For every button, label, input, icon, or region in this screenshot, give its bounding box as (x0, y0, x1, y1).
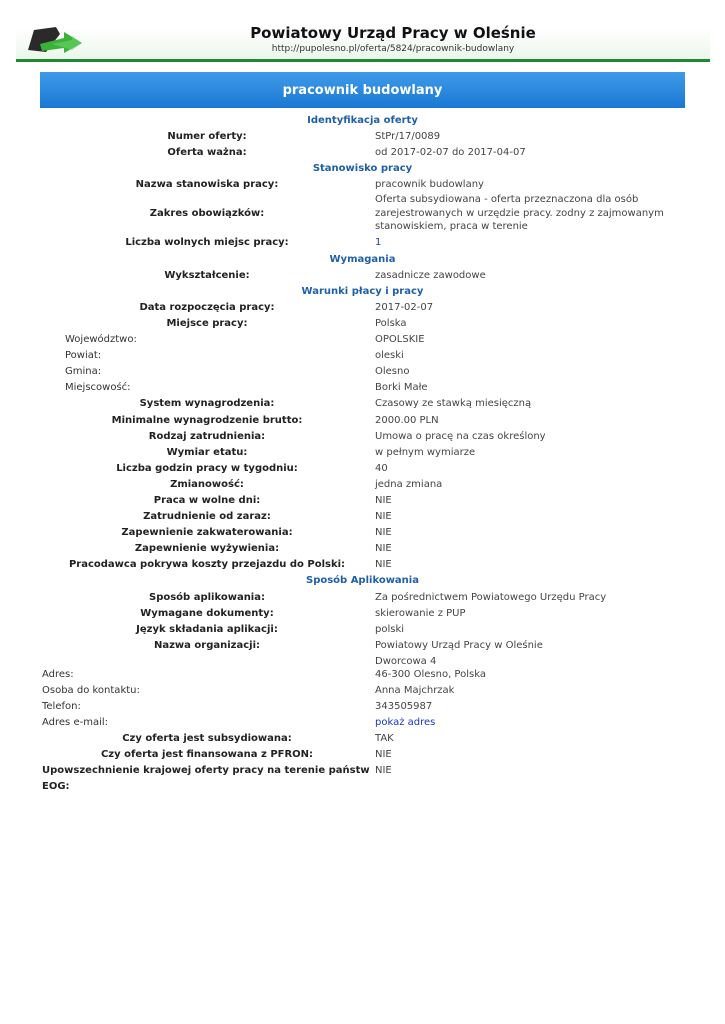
field-label: Wymagane dokumenty: (140, 607, 274, 619)
field-label: Język składania aplikacji: (136, 623, 278, 635)
field-label: Adres: (42, 668, 74, 680)
field-label: Czy oferta jest finansowana z PFRON: (100, 749, 314, 761)
field-label: Numer oferty: (167, 131, 247, 143)
field-value: 2017-02-07 (375, 301, 434, 313)
row-organizacja (0, 638, 725, 654)
section-aplikowanie: Sposób Aplikowania (306, 575, 419, 587)
field-value: NIE (375, 494, 392, 506)
site-title: Powiatowy Urząd Pracy w Oleśnie (250, 24, 536, 42)
field-label: Wymiar etatu: (166, 446, 248, 458)
field-value: Anna Majchrzak (375, 684, 455, 696)
field-value: oleski (375, 350, 404, 362)
address-line-2: 46-300 Olesno, Polska (375, 669, 486, 681)
field-value: NIE (375, 511, 392, 523)
row-dojazd (0, 557, 725, 573)
row-dokumenty (0, 606, 725, 622)
row-nazwa (0, 177, 725, 193)
field-label: Zapewnienie zakwaterowania: (121, 527, 293, 539)
field-value: Powiatowy Urząd Pracy w Oleśnie (375, 639, 543, 651)
row-wojewodztwo (0, 332, 725, 348)
field-label: Sposób aplikowania: (149, 591, 265, 603)
field-label: Wykształcenie: (164, 269, 250, 281)
address-line-1: Dworcowa 4 (375, 655, 437, 667)
field-value: zasadnicze zawodowe (375, 269, 486, 281)
field-value: skierowanie z PUP (375, 607, 466, 619)
row-rodzaj (0, 429, 725, 445)
field-label: System wynagrodzenia: (139, 398, 275, 410)
field-value: NIE (375, 543, 392, 555)
row-zakwaterowanie (0, 525, 725, 541)
field-value: jedna zmiana (375, 478, 443, 490)
row-wyksztalcenie (0, 268, 725, 284)
field-value: NIE (375, 559, 392, 571)
field-value: NIE (375, 749, 392, 761)
row-data (0, 300, 725, 316)
row-system (0, 396, 725, 412)
field-label: Zapewnienie wyżywienia: (134, 543, 280, 555)
offer-details (0, 113, 725, 793)
row-numer (0, 129, 725, 145)
field-label: Data rozpoczęcia pracy: (139, 301, 275, 313)
field-value: OPOLSKIE (375, 334, 425, 346)
section-wymagania: Wymagania (329, 253, 396, 265)
field-label: Zmianowość: (170, 478, 244, 490)
field-value: 2000.00 PLN (375, 414, 439, 426)
field-value: w pełnym wymiarze (375, 446, 476, 458)
row-miejscowosc (0, 380, 725, 396)
row-od-zaraz (0, 509, 725, 525)
row-min-wynagrodzenie (0, 413, 725, 429)
row-wymiar (0, 445, 725, 461)
field-value: 343505987 (375, 701, 433, 712)
row-sposob (0, 590, 725, 606)
row-adres (0, 654, 725, 683)
field-label: Nazwa stanowiska pracy: (135, 179, 279, 191)
field-label: Telefon: (42, 701, 81, 712)
header-divider (16, 59, 710, 62)
field-label: Oferta ważna: (167, 147, 247, 159)
row-zmianowosc (0, 477, 725, 493)
field-value: pracownik budowlany (375, 179, 484, 191)
field-label: Miejscowość: (65, 382, 131, 394)
row-wolne-dni (0, 493, 725, 509)
field-value: Umowa o pracę na czas określony (375, 430, 546, 442)
field-value: Za pośrednictwem Powiatowego Urzędu Pracy (375, 591, 607, 603)
field-label: Nazwa organizacji: (153, 639, 260, 651)
field-value: Czasowy ze stawką miesięczną (375, 398, 532, 410)
field-label: Rodzaj zatrudnienia: (148, 430, 266, 442)
field-value: 40 (375, 462, 388, 474)
field-value: od 2017-02-07 do 2017-04-07 (375, 147, 526, 159)
field-value: StPr/17/0089 (375, 131, 441, 143)
row-subsydiowana (0, 731, 725, 747)
section-warunki: Warunki płacy i pracy (301, 285, 424, 297)
field-label: Gmina: (65, 366, 102, 378)
field-label: Praca w wolne dni: (153, 494, 261, 506)
field-value: Polska (375, 317, 407, 329)
field-label: Liczba godzin pracy w tygodniu: (116, 462, 298, 474)
field-label: Województwo: (65, 334, 137, 346)
row-liczba (0, 235, 725, 251)
field-value: 1 (375, 237, 382, 249)
field-label: Powiat: (65, 350, 102, 362)
row-eog (0, 763, 725, 793)
row-wazna (0, 145, 725, 161)
field-label: Minimalne wynagrodzenie brutto: (111, 414, 303, 426)
page-url[interactable]: http://pupolesno.pl/oferta/5824/pracownik-budowlany (271, 44, 515, 54)
field-value: polski (375, 623, 405, 635)
field-label: Adres e-mail: (42, 717, 109, 729)
row-miejsce (0, 316, 725, 332)
field-value: NIE (375, 527, 392, 539)
offer-title-banner: pracownik budowlany (40, 72, 685, 108)
row-zakres (0, 193, 725, 235)
row-osoba (0, 683, 725, 699)
field-label: Liczba wolnych miejsc pracy: (125, 237, 289, 249)
field-label: Zatrudnienie od zaraz: (143, 511, 271, 523)
section-identyfikacja: Identyfikacja oferty (307, 115, 418, 126)
field-value: Oferta subsydiowana - oferta przeznaczona dla osób zarejestrowanych w urzędzie pracy. zodny z zajmowanym stanowiskiem, praca w terenie (375, 194, 664, 233)
show-email-link[interactable]: pokaż adres (375, 717, 436, 729)
row-wyzywienie (0, 541, 725, 557)
row-email (0, 715, 725, 731)
row-telefon (0, 699, 725, 715)
row-powiat (0, 348, 725, 364)
row-pfron (0, 747, 725, 763)
field-value: Olesno (375, 366, 410, 378)
section-stanowisko: Stanowisko pracy (312, 163, 413, 175)
field-label: Zakres obowiązków: (149, 208, 265, 220)
field-label: Upowszechnienie krajowej oferty pracy na terenie państw EOG: (42, 765, 370, 793)
field-label: Czy oferta jest subsydiowana: (122, 733, 292, 745)
field-label: Miejsce pracy: (166, 317, 248, 329)
row-jezyk (0, 622, 725, 638)
field-label: Pracodawca pokrywa koszty przejazdu do Polski: (68, 559, 346, 571)
row-gmina (0, 364, 725, 380)
field-value: NIE (375, 765, 392, 777)
row-godziny (0, 461, 725, 477)
field-value: Borki Małe (375, 382, 428, 394)
field-value: TAK (375, 733, 394, 745)
field-value (375, 655, 675, 682)
page-header (16, 0, 710, 62)
field-label: Osoba do kontaktu: (42, 684, 140, 696)
